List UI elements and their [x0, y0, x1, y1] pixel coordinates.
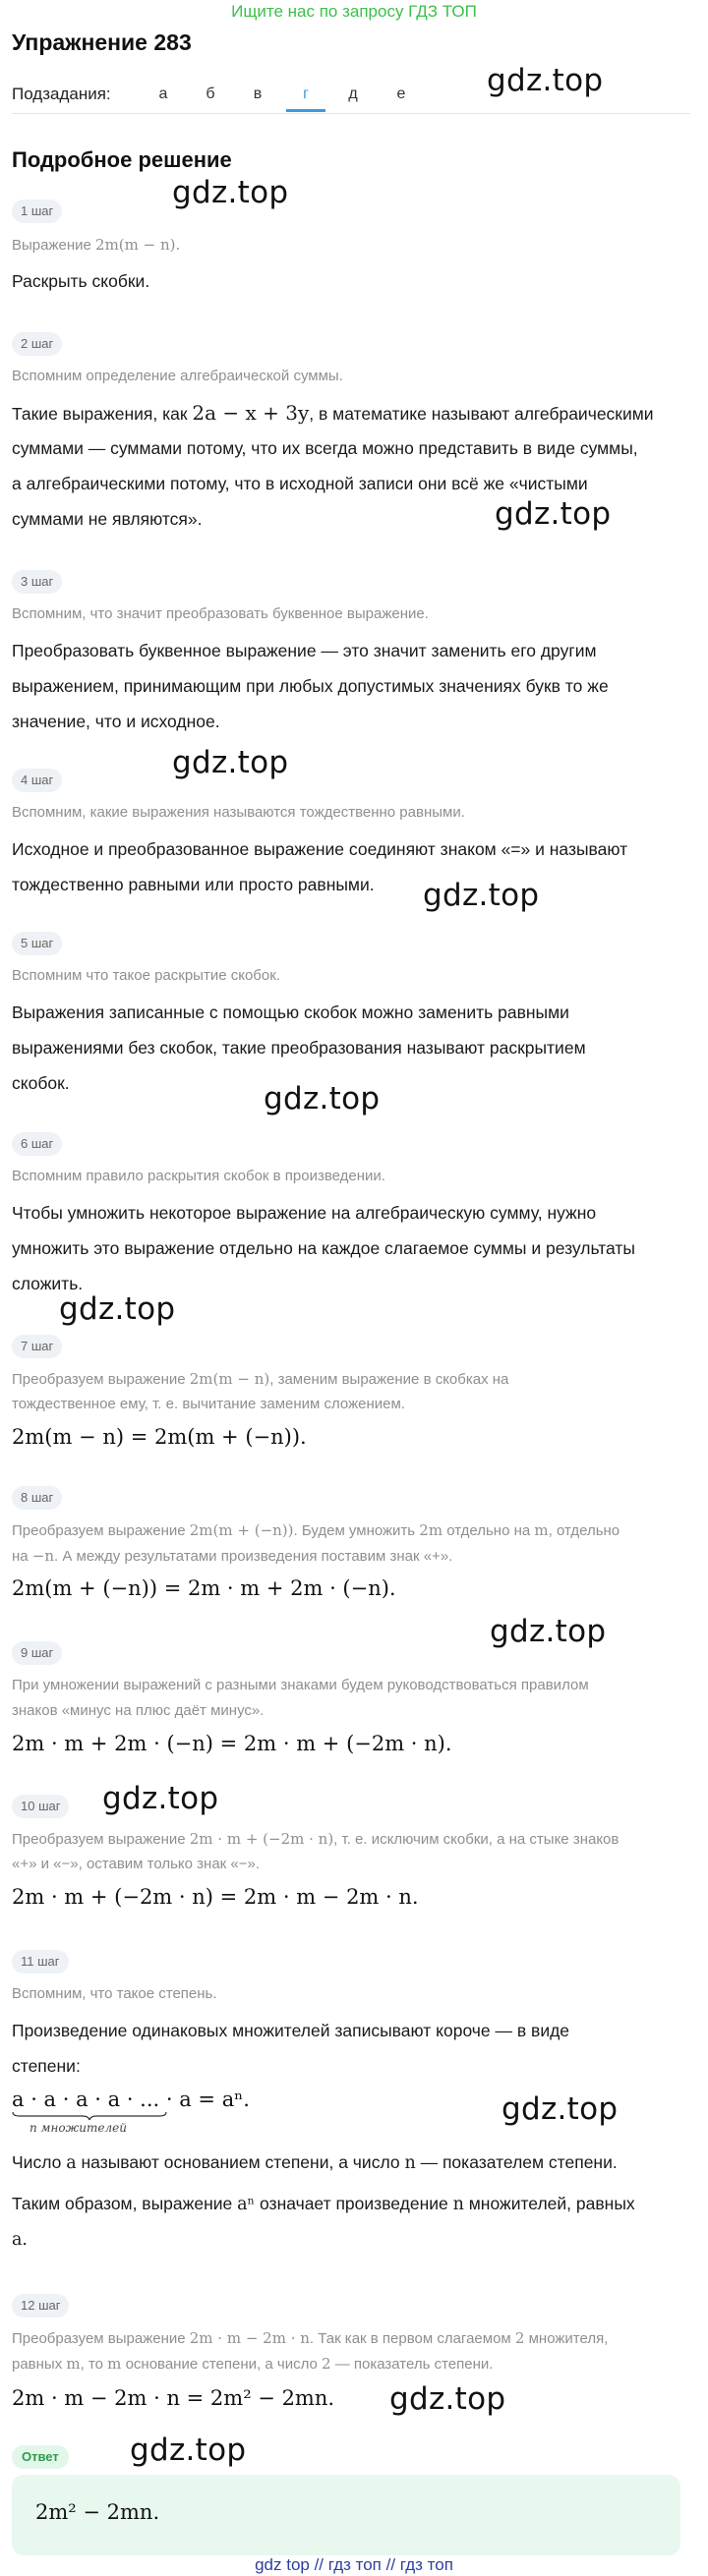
step-text: выражениями без скобок, такие преобразования называют раскрытием: [12, 1038, 586, 1058]
watermark: gdz.top: [490, 1614, 607, 1649]
step-badge: 6 шаг: [12, 1132, 62, 1156]
step-text: суммами — суммами потому, что их всегда можно представить в виде суммы,: [12, 438, 638, 458]
power-definition-formula: a · a · a · a · ... · a = aⁿ.: [12, 2088, 250, 2111]
step-text: Выражения записанные с помощью скобок можно заменить равными: [12, 1002, 569, 1022]
step-badge: 1 шаг: [12, 200, 62, 223]
step-badge: 3 шаг: [12, 570, 62, 594]
watermark: gdz.top: [423, 878, 540, 913]
underbrace: [12, 2111, 167, 2121]
watermark: gdz.top: [130, 2433, 247, 2468]
step-formula: 2m · m + 2m · (−n) = 2m · m + (−2m · n).: [12, 1732, 452, 1755]
tab-e[interactable]: е: [396, 86, 406, 102]
step-text: сложить.: [12, 1274, 84, 1293]
step-text: значение, что и исходное.: [12, 712, 220, 731]
tab-g[interactable]: г: [286, 83, 325, 112]
step-note: При умножении выражений с разными знаками будем руководствоваться правилом: [12, 1677, 589, 1693]
search-hint-link[interactable]: Ищите нас по запросу ГДЗ ТОП: [231, 2, 477, 21]
watermark: gdz.top: [502, 2091, 619, 2127]
page-title: Упражнение 283: [12, 29, 192, 55]
step-text: выражением, принимающим при любых допустимых значениях букв то же: [12, 676, 609, 696]
underbrace-label: n множителей: [30, 2121, 127, 2135]
answer-box: [12, 2475, 680, 2555]
watermark: gdz.top: [59, 1291, 176, 1327]
step-text: Чтобы умножить некоторое выражение на алгебраическую сумму, нужно: [12, 1203, 597, 1223]
footer-links[interactable]: gdz top // гдз топ // гдз топ: [255, 2555, 453, 2574]
step-text: Исходное и преобразованное выражение соединяют знаком «=» и называют: [12, 839, 628, 859]
step-text: суммами не являются».: [12, 509, 203, 529]
step-badge: 2 шаг: [12, 332, 62, 356]
step-badge: 10 шаг: [12, 1795, 69, 1818]
step-badge: 8 шаг: [12, 1486, 62, 1510]
step-text: a.: [12, 2230, 28, 2250]
watermark: gdz.top: [495, 496, 612, 532]
step-note: на −n. А между результатами произведения поставим знак «+».: [12, 1547, 453, 1565]
step-note: тождественное ему, т. е. вычитание заменим сложением.: [12, 1396, 405, 1412]
step-note: Преобразуем выражение 2m(m − n), заменим выражение в скобках на: [12, 1370, 509, 1388]
watermark: gdz.top: [264, 1081, 381, 1116]
tab-a[interactable]: а: [158, 86, 168, 102]
step-note: Вспомним что такое раскрытие скобок.: [12, 967, 280, 984]
answer-value: 2m² − 2mn.: [35, 2500, 160, 2524]
step-formula: 2m(m − n) = 2m(m + (−n)).: [12, 1425, 307, 1449]
step-badge: 9 шаг: [12, 1641, 62, 1665]
step-note: Преобразуем выражение 2m · m + (−2m · n), т. е. исключим скобки, а на стыке знаков: [12, 1830, 620, 1848]
step-badge: 5 шаг: [12, 932, 62, 955]
step-formula: 2m · m − 2m · n = 2m² − 2mn.: [12, 2386, 335, 2410]
step-note: Преобразуем выражение 2m · m − 2m · n. Так как в первом слагаемом 2 множителя,: [12, 2329, 609, 2347]
step-badge: 4 шаг: [12, 769, 62, 792]
step-text: Раскрыть скобки.: [12, 271, 150, 291]
step-text: скобок.: [12, 1073, 70, 1093]
step-text: Таким образом, выражение aⁿ означает произведение n множителей, равных: [12, 2194, 635, 2214]
step-badge: 12 шаг: [12, 2294, 69, 2318]
step-text: тождественно равными или просто равными.: [12, 875, 375, 894]
step-note: Вспомним, что такое степень.: [12, 1985, 217, 2002]
step-text: а алгебраическими потому, что в исходной записи они всё же «чистыми: [12, 474, 588, 493]
watermark: gdz.top: [487, 63, 604, 98]
tab-d[interactable]: д: [348, 86, 358, 102]
step-note: знаков «минус на плюс даёт минус».: [12, 1702, 265, 1719]
step-note: Вспомним, какие выражения называются тождественно равными.: [12, 804, 465, 821]
step-formula: 2m(m + (−n)) = 2m · m + 2m · (−n).: [12, 1576, 396, 1600]
step-badge: 11 шаг: [12, 1950, 69, 1974]
watermark: gdz.top: [172, 745, 289, 780]
answer-badge: Ответ: [12, 2445, 69, 2469]
subtasks-label: Подзадания:: [12, 85, 111, 103]
watermark: gdz.top: [389, 2381, 506, 2417]
step-text: умножить это выражение отдельно на каждое слагаемое суммы и результаты: [12, 1238, 635, 1258]
step-note: Выражение 2m(m − n).: [12, 236, 181, 254]
step-note: Вспомним, что значит преобразовать буквенное выражение.: [12, 605, 429, 622]
step-note: Вспомним правило раскрытия скобок в произведении.: [12, 1168, 385, 1184]
step-text: степени:: [12, 2056, 81, 2076]
step-text: Произведение одинаковых множителей записывают короче — в виде: [12, 2021, 570, 2040]
watermark: gdz.top: [102, 1781, 219, 1816]
solution-heading: Подробное решение: [12, 147, 232, 172]
tab-b[interactable]: б: [206, 86, 215, 102]
step-note: Преобразуем выражение 2m(m + (−n)). Будем умножить 2m отдельно на m, отдельно: [12, 1521, 620, 1539]
step-badge: 7 шаг: [12, 1335, 62, 1358]
step-text: Преобразовать буквенное выражение — это значит заменить его другим: [12, 641, 597, 660]
tab-v[interactable]: в: [253, 86, 263, 102]
step-note: равных m, то m основание степени, а число 2 — показатель степени.: [12, 2355, 494, 2373]
step-note: Вспомним определение алгебраической суммы.: [12, 368, 343, 384]
step-formula: 2m · m + (−2m · n) = 2m · m − 2m · n.: [12, 1885, 419, 1909]
step-note: «+» и «−», оставим только знак «−».: [12, 1856, 261, 1872]
step-text: Такие выражения, как 2a − x + 3y, в математике называют алгебраическими: [12, 401, 654, 425]
watermark: gdz.top: [172, 175, 289, 210]
step-text: Число a называют основанием степени, а число n — показателем степени.: [12, 2152, 618, 2173]
